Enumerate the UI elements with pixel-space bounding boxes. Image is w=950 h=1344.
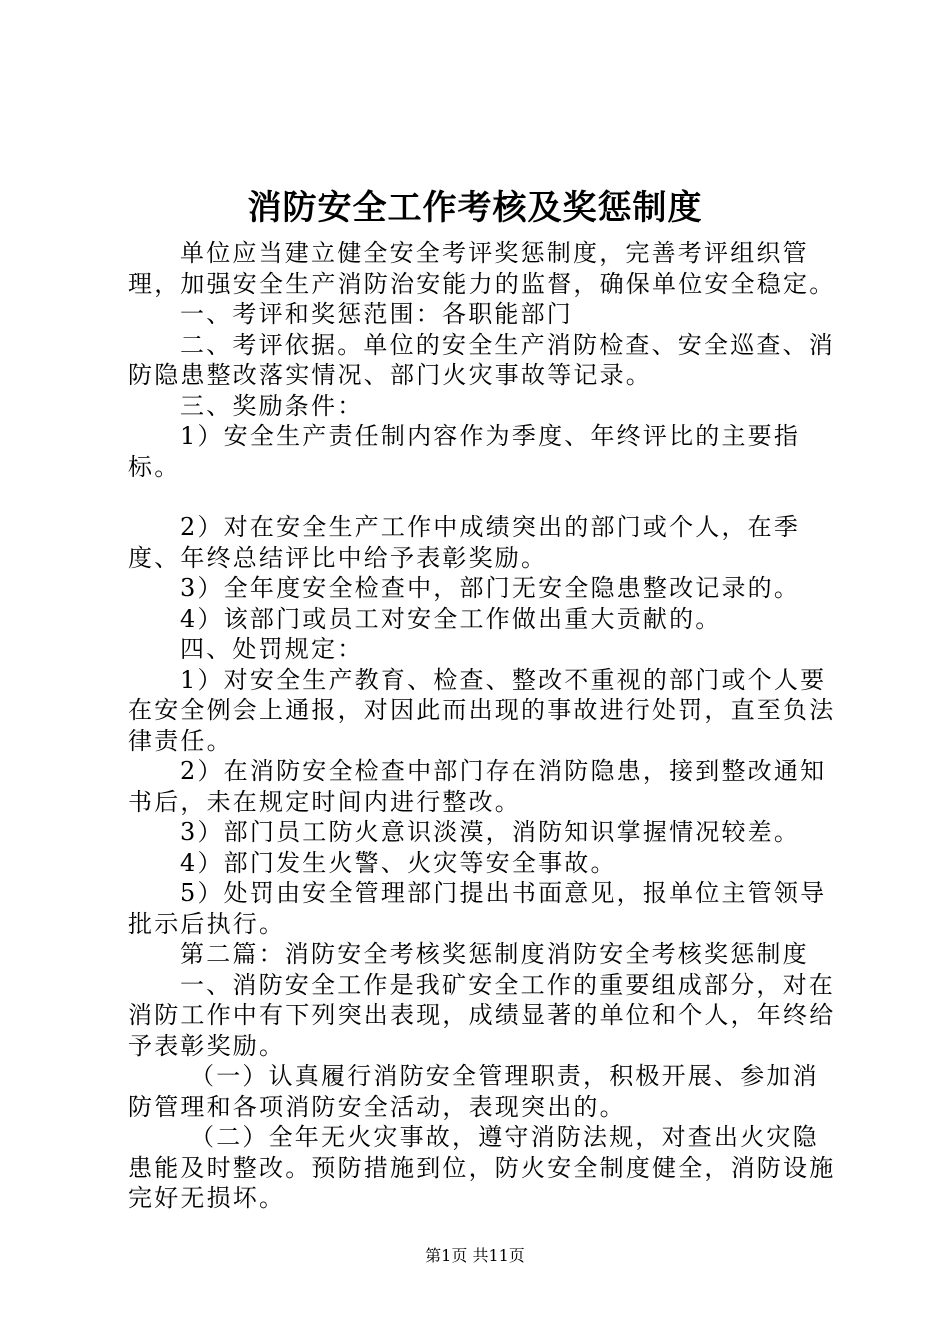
paragraph: 3）全年度安全检查中，部门无安全隐患整改记录的。 <box>180 574 801 602</box>
paragraph: 2）对在安全生产工作中成绩突出的部门或个人，在季度、年终总结评比中给予表彰奖励。 <box>128 513 801 572</box>
paragraph: （二）全年无火灾事故，遵守消防法规，对查出火灾隐患能及时整改。预防措施到位，防火安全制度健全，消防设施完好无损坏。 <box>128 1123 836 1212</box>
document-body <box>128 238 838 1214</box>
paragraph: 4）部门发生火警、火灾等安全事故。 <box>180 848 617 877</box>
paragraph: 第二篇：消防安全考核奖惩制度消防安全考核奖惩制度 <box>180 940 809 968</box>
paragraph: （一）认真履行消防安全管理职责，积极开展、参加消防管理和各项消防安全活动，表现突出的。 <box>128 1062 819 1121</box>
paragraph: 2）在消防安全检查中部门存在消防隐患，接到整改通知书后，未在规定时间内进行整改。 <box>128 757 827 816</box>
page-footer: 第1页 共11页 <box>425 1246 525 1265</box>
paragraph: 四、处罚规定： <box>180 635 364 663</box>
paragraph: 1）对安全生产教育、检查、整改不重视的部门或个人要在安全例会上通报，对因此而出现的事故进行处罚，直至负法律责任。 <box>128 665 836 755</box>
paragraph: 二、考评依据。单位的安全生产消防检查、安全巡查、消防隐患整改落实情况、部门火灾事故等记录。 <box>128 330 835 389</box>
document-title: 消防安全工作考核及奖惩制度 <box>247 188 703 228</box>
paragraph: 一、消防安全工作是我矿安全工作的重要组成部分，对在消防工作中有下列突出表现，成绩显著的单位和个人，年终给予表彰奖励。 <box>128 970 836 1060</box>
paragraph: 3）部门员工防火意识淡漠，消防知识掌握情况较差。 <box>180 818 801 846</box>
paragraph: 一、考评和奖惩范围：各职能部门 <box>180 300 573 328</box>
paragraph: 1）安全生产责任制内容作为季度、年终评比的主要指标。 <box>128 422 801 481</box>
paragraph: 三、奖励条件： <box>180 391 364 420</box>
paragraph: 单位应当建立健全安全考评奖惩制度，完善考评组织管理，加强安全生产消防治安能力的监督，确保单位安全稳定。 <box>128 239 836 298</box>
paragraph: 4）该部门或员工对安全工作做出重大贡献的。 <box>180 604 722 633</box>
paragraph: 5）处罚由安全管理部门提出书面意见，报单位主管领导批示后执行。 <box>128 879 827 938</box>
